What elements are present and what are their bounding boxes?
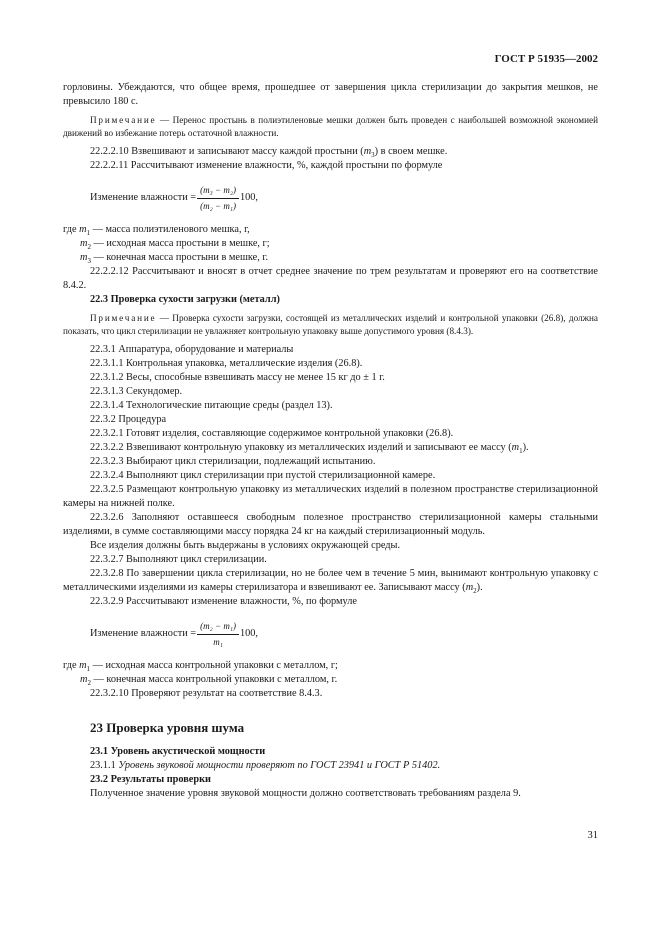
clause-22-2-2-10 <box>63 145 598 159</box>
section-heading-23: 23 Проверка уровня шума <box>90 720 245 736</box>
where-item <box>63 237 598 251</box>
variable: m <box>80 674 88 686</box>
formula-label: Изменение влажности = <box>90 192 197 204</box>
clause-22-2-2-12: 22.2.2.12 Рассчитывают и вносят в отчет среднее значение по трем результатам и проверяют его на соответствие 8.4.2. <box>63 266 598 292</box>
clause-text-end: ). <box>522 442 529 454</box>
clause-item: 22.3.2.4 Выполняют цикл стерилизации при пустой стерилизационной камере. <box>90 470 436 482</box>
formula-1 <box>90 181 598 215</box>
paragraph-23-2: Полученное значение уровня звуковой мощности должно соответствовать требованиям раздела 9. <box>90 788 521 800</box>
clause-22-3-2-2 <box>63 441 598 455</box>
note-1 <box>63 114 598 139</box>
note-label: Примечание <box>90 115 157 125</box>
formula-numerator: (m₂ − m₁) <box>197 621 239 635</box>
where-text: — конечная масса контрольной упаковки с металлом, г. <box>90 674 338 686</box>
variable-subscript: 1 <box>519 447 523 456</box>
document-body <box>63 81 598 801</box>
clause-text: Уровень звуковой мощности проверяют по ГОСТ 23941 и ГОСТ Р 51402. <box>118 760 441 772</box>
clause-text: 22.3.2.2 Взвешивают контрольную упаковку из металлических изделий и записывают ее массу ( <box>90 442 512 454</box>
where-item <box>63 251 598 265</box>
formula-denominator: (m₂ − m₁) <box>200 200 236 211</box>
where-text: — конечная масса простыни в мешке, г. <box>90 252 269 264</box>
variable: m <box>363 146 372 158</box>
clause-22-3-2-10: 22.3.2.10 Проверяют результат на соответствие 8.4.3. <box>90 688 323 700</box>
variable-subscript: 2 <box>87 679 91 688</box>
formula-fraction <box>197 621 239 648</box>
section-heading-22-3: 22.3 Проверка сухости загрузки (металл) <box>90 294 280 306</box>
subsection-heading-23-1: 23.1 Уровень акустической мощности <box>90 746 266 758</box>
subsection-heading-23-2: 23.2 Результаты проверки <box>90 774 211 786</box>
variable-subscript: 1 <box>86 229 91 238</box>
clause-text-end: ) в своем мешке. <box>374 146 448 158</box>
clause-item: 22.3.2.3 Выбирают цикл стерилизации, подлежащий испытанию. <box>90 456 376 468</box>
clause-item: 22.3.2.7 Выполняют цикл стерилизации. <box>90 554 267 566</box>
variable: m <box>511 442 520 454</box>
clause-item: 22.3.1 Аппаратура, оборудование и материалы <box>90 344 294 356</box>
variable: m <box>80 238 88 250</box>
clause-22-2-2-11: 22.2.2.11 Рассчитывают изменение влажности, %, каждой простыни по формуле <box>90 160 443 172</box>
where-item <box>63 659 598 673</box>
formula-2 <box>90 617 598 651</box>
variable-subscript: 2 <box>87 243 91 252</box>
where-lead: где <box>63 660 77 672</box>
note-2 <box>63 312 598 337</box>
clause-23-1-1 <box>63 759 598 773</box>
formula-factor: 100, <box>239 192 258 204</box>
clause-item: Все изделия должны быть выдержаны в условиях окружающей среды. <box>90 540 401 552</box>
clause-text-end: ). <box>476 582 483 594</box>
variable: m <box>80 252 88 264</box>
where-text: — исходная масса контрольной упаковки с металлом, г; <box>90 660 338 672</box>
variable-subscript: 1 <box>86 665 91 674</box>
where-list-1 <box>63 223 598 265</box>
where-list-2 <box>63 659 598 687</box>
variable-subscript: 3 <box>87 257 91 266</box>
where-text: — масса полиэтиленового мешка, г, <box>90 224 250 236</box>
variable: m <box>79 224 87 236</box>
standard-header: ГОСТ Р 51935—2002 <box>494 53 598 65</box>
clause-item: 22.3.2.1 Готовят изделия, составляющие содержимое контрольной упаковки (26.8). <box>90 428 454 440</box>
clause-text: 22.2.2.10 Взвешивают и записывают массу каждой простыни ( <box>90 146 364 158</box>
formula-label: Изменение влажности = <box>90 628 197 640</box>
note-text: — Проверка сухости загрузки, состоящей из металлических изделий и контрольной упаковки (26.8), должна показать, что цикл стерилизации не увлажняет контрольную упаковку выше допустимого уровня (8.4.3). <box>63 313 598 336</box>
where-item <box>63 223 598 237</box>
clause-item: 22.3.2 Процедура <box>90 414 167 426</box>
clause-22-3-2-9: 22.3.2.9 Рассчитывают изменение влажности, %, по формуле <box>90 596 357 608</box>
formula-fraction <box>197 185 239 212</box>
paragraph-continued: горловины. Убеждаются, что общее время, прошедшее от завершения цикла стерилизации до закрытия мешков, не превысило 180 с. <box>63 82 598 107</box>
variable: m <box>465 582 474 594</box>
clause-item: 22.3.1.4 Технологические питающие среды (раздел 13). <box>90 400 333 412</box>
variable-subscript: 2 <box>473 587 477 596</box>
formula-factor: 100, <box>239 628 258 640</box>
note-text: — Перенос простынь в полиэтиленовые мешки должен быть проведен с наибольшей возможной экономией движений во избежание потерь остаточной влажности. <box>63 115 598 138</box>
clause-item: 22.3.1.3 Секундомер. <box>90 386 183 398</box>
formula-denominator: m₁ <box>213 636 223 647</box>
variable: m <box>79 660 87 672</box>
clause-22-3-2-8 <box>63 567 598 595</box>
clause-item: 22.3.2.6 Заполняют оставшееся свободным полезное пространство стерилизационной камеры стальными изделиями, в сумме составляющими массу порядка 24 кг на каждый стерилизационный модуль. <box>63 512 598 538</box>
formula-numerator: (m₃ − m₂) <box>197 185 239 199</box>
page-number: 31 <box>587 830 598 841</box>
where-text: — исходная масса простыни в мешке, г; <box>90 238 270 250</box>
clause-item: 22.3.1.2 Весы, способные взвешивать массу не менее 15 кг до ± 1 г. <box>90 372 385 384</box>
note-label: Примечание <box>90 313 157 324</box>
clause-text: 22.3.2.8 По завершении цикла стерилизации, но не более чем в течение 5 мин, вынимают контрольную упаковку с металлическими изделиями из камеры стерилизатора и взвешивают ее. Записывают массу ( <box>63 568 598 594</box>
clause-item: 22.3.1.1 Контрольная упаковка, металлические изделия (26.8). <box>90 358 363 370</box>
variable-subscript: 3 <box>371 151 375 160</box>
where-item <box>63 673 598 687</box>
clause-number: 23.1.1 <box>90 760 119 772</box>
clause-item: 22.3.2.5 Размещают контрольную упаковку из металлических изделий в полезном пространстве стерилизационной камеры на нижней полке. <box>63 484 598 510</box>
where-lead: где <box>63 224 77 236</box>
